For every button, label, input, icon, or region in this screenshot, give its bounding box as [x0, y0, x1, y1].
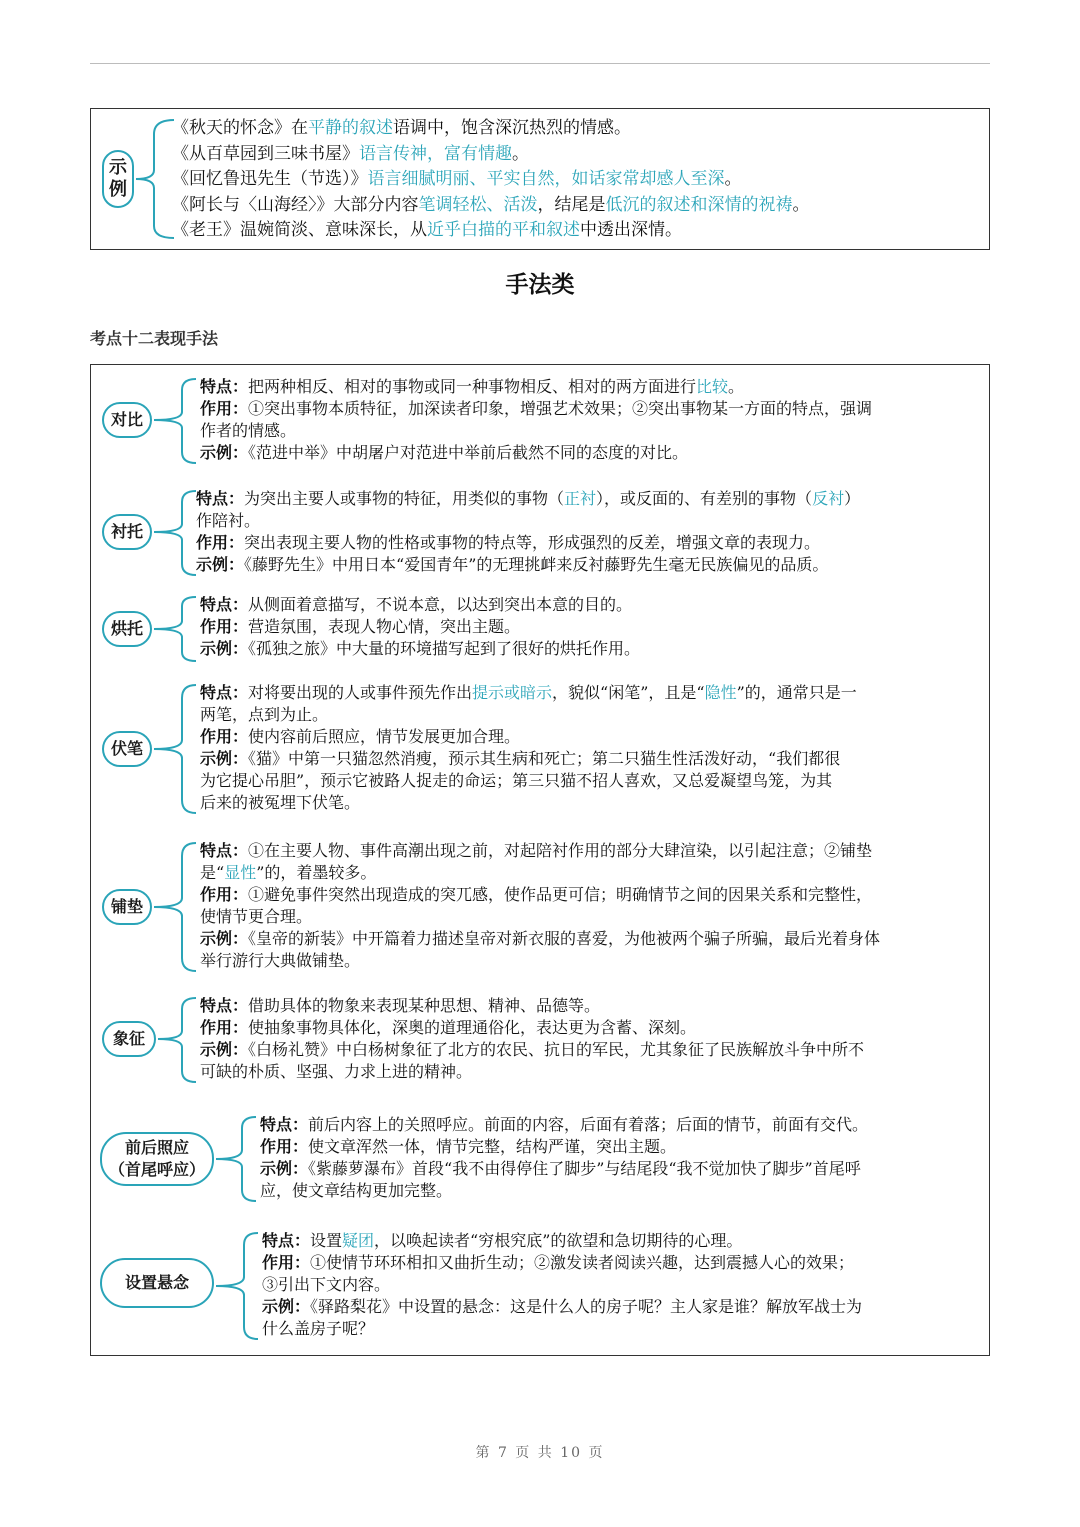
technique-label-foreshadow: 伏笔 — [102, 731, 152, 767]
technique-brace — [214, 1114, 258, 1204]
body-text: ，以唤起读者“穷根究底”的欲望和急切期待的心理。 — [374, 1231, 743, 1250]
highlight-text: 反衬 — [812, 489, 845, 508]
technique-text-contrast — [200, 376, 872, 464]
text-line — [196, 488, 860, 510]
text-line — [200, 420, 872, 442]
body-text: ”的，着墨较多。 — [256, 863, 377, 882]
technique-label-setoff: 烘托 — [102, 611, 152, 647]
text-line — [196, 532, 860, 554]
field-label: 作用： — [200, 885, 249, 904]
body-text: 前后内容上的关照呼应。前面的内容，后面有着落；后面的情节，前面有交代。 — [308, 1115, 869, 1134]
body-text: 突出表现主要人物的性格或事物的特点等，形成强烈的反差，增强文章的表现力。 — [244, 533, 821, 552]
body-text: 使内容前后照应，情节发展更加合理。 — [248, 727, 521, 746]
technique-brace — [156, 995, 198, 1085]
technique-text-buildup — [200, 840, 880, 972]
body-text: 《老王》温婉简淡、意味深长，从 — [172, 220, 427, 240]
technique-brace — [214, 1230, 260, 1342]
body-text: 从侧面着意描写，不说本意，以达到突出本意的目的。 — [248, 595, 633, 614]
technique-label-symbol: 象征 — [102, 1021, 156, 1057]
field-label: 作用： — [200, 727, 249, 746]
body-text: 作陪衬。 — [196, 511, 261, 530]
field-label: 特点： — [200, 683, 249, 702]
text-line — [200, 1017, 864, 1039]
body-text: 。 — [724, 169, 742, 189]
example-label: 示 例 — [102, 150, 134, 208]
text-line — [260, 1136, 868, 1158]
text-line — [262, 1252, 862, 1274]
body-text: 中透出深情。 — [580, 220, 682, 240]
technique-label-contrast: 对比 — [102, 402, 152, 438]
highlight-text: 隐性 — [704, 683, 737, 702]
body-text: 把两种相反、相对的事物或同一种事物相反、相对的两方面进行 — [248, 377, 697, 396]
technique-label-echo: 前后照应 （首尾呼应） — [100, 1132, 214, 1186]
technique-label-foil: 衬托 — [102, 514, 152, 550]
text-line — [200, 1061, 864, 1083]
text-line — [196, 510, 860, 532]
body-text: 为它提心吊胆”，预示它被路人捉走的命运；第三只猫不招人喜欢，又总爱凝望鸟笼，为其 — [200, 771, 833, 790]
text-line — [200, 928, 880, 950]
field-label: 作用： — [262, 1253, 311, 1272]
technique-brace — [152, 840, 198, 974]
field-label: 示例： — [200, 749, 249, 768]
field-label: 示例： — [260, 1159, 309, 1178]
text-line — [200, 748, 857, 770]
text-line — [260, 1158, 868, 1180]
top-divider — [90, 63, 990, 64]
body-text: 《阿长与〈山海经〉》大部分内容 — [172, 194, 419, 215]
field-label: 作用： — [196, 533, 245, 552]
text-line — [200, 884, 880, 906]
text-line — [200, 906, 880, 928]
example-text — [172, 116, 810, 244]
body-text: 两笔，点到为止。 — [200, 705, 329, 724]
body-text: 《白杨礼赞》中白杨树象征了北方的农民、抗日的军民，尤其象征了民族解放斗争中所不 — [248, 1040, 865, 1059]
field-label: 特点： — [200, 595, 249, 614]
body-text: 后来的被冤埋下伏笔。 — [200, 793, 361, 812]
example-brace — [134, 116, 174, 242]
body-text: ①在主要人物、事件高潮出现之前，对起陪衬作用的部分大肆渲染，以引起注意；②铺垫 — [248, 841, 873, 860]
body-text: 什么盖房子呢？ — [262, 1319, 375, 1338]
body-text: 作者的情感。 — [200, 421, 297, 440]
text-line — [200, 726, 857, 748]
body-text: 为突出主要人或事物的特征，用类似的事物（ — [244, 489, 565, 508]
text-line — [262, 1318, 862, 1340]
field-label: 作用： — [200, 399, 249, 418]
body-text: 《回忆鲁迅先生（节选）》 — [172, 169, 368, 189]
field-label: 示例： — [200, 1040, 249, 1059]
body-text: ） — [844, 489, 861, 508]
text-line — [172, 218, 810, 244]
highlight-text: 提示或暗示 — [472, 683, 553, 702]
text-line — [172, 116, 810, 142]
field-label: 作用： — [200, 617, 249, 636]
body-text: 。 — [792, 194, 810, 215]
highlight-text: 疑团 — [342, 1231, 375, 1250]
text-line — [200, 616, 640, 638]
body-text: 对将要出现的人或事件预先作出 — [248, 683, 473, 702]
highlight-text: 近乎白描的平和叙述 — [427, 220, 580, 240]
highlight-text: 比较 — [696, 377, 729, 396]
highlight-text: 笔调轻松、活泼 — [418, 194, 538, 215]
body-text: 营造氛围，表现人物心情，突出主题。 — [248, 617, 521, 636]
text-line — [200, 995, 864, 1017]
text-line — [200, 950, 880, 972]
body-text: 《藤野先生》中用日本“爱国青年”的无理挑衅来反衬藤野先生毫无民族偏见的品质。 — [244, 555, 829, 574]
field-label: 作用： — [200, 1018, 249, 1037]
highlight-text: 语言传神，富有情趣 — [359, 143, 512, 164]
body-text: 《紫藤萝瀑布》首段“我不由得停住了脚步”与结尾段“我不觉加快了脚步”首尾呼 — [308, 1159, 861, 1178]
subsection-title: 考点十二表现手法 — [90, 329, 219, 348]
highlight-text: 语言细腻明丽、平实自然，如话家常却感人至深 — [367, 169, 725, 189]
field-label: 示例： — [200, 929, 249, 948]
technique-label-buildup: 铺垫 — [102, 889, 152, 925]
field-label: 特点： — [200, 841, 249, 860]
body-text: 举行游行大典做铺垫。 — [200, 951, 361, 970]
text-line — [260, 1114, 868, 1136]
body-text: 设置 — [310, 1231, 343, 1250]
body-text: 《秋天的怀念》在 — [172, 118, 308, 138]
body-text: 《从百草园到三味书屋》 — [172, 143, 359, 164]
field-label: 示例： — [200, 639, 249, 658]
text-line — [260, 1180, 868, 1202]
body-text: 。 — [728, 377, 745, 396]
text-line — [200, 792, 857, 814]
field-label: 示例： — [200, 443, 249, 462]
text-line — [200, 840, 880, 862]
body-text: 《孤独之旅》中大量的环境描写起到了很好的烘托作用。 — [248, 639, 641, 658]
body-text: 《驿路梨花》中设置的悬念：这是什么人的房子呢？主人家是谁？解放军战士为 — [310, 1297, 863, 1316]
body-text: 使文章浑然一体，情节完整，结构严谨，突出主题。 — [308, 1137, 677, 1156]
text-line — [200, 862, 880, 884]
body-text: ①避免事件突然出现造成的突兀感，使作品更可信；明确情节之间的因果关系和完整性， — [248, 885, 873, 904]
body-text: ①使情节环环相扣又曲折生动；②激发读者阅读兴趣，达到震撼人心的效果； — [310, 1253, 855, 1272]
body-text: 可缺的朴质、坚强、力求上进的精神。 — [200, 1062, 473, 1081]
text-line — [262, 1274, 862, 1296]
technique-text-setoff — [200, 594, 640, 660]
text-line — [200, 682, 857, 704]
section-title: 手法类 — [505, 272, 575, 298]
field-label: 作用： — [260, 1137, 309, 1156]
body-text: 。 — [512, 143, 529, 164]
text-line — [200, 442, 872, 464]
body-text: 语调中，饱含深沉热烈的情感。 — [393, 118, 631, 138]
page-footer: 第 7 页 共 10 页 — [475, 1445, 605, 1461]
field-label: 示例： — [196, 555, 245, 574]
field-label: 特点： — [200, 996, 249, 1015]
field-label: 示例： — [262, 1297, 311, 1316]
highlight-text: 低沉的叙述和深情的祝祷 — [605, 194, 793, 215]
text-line — [200, 704, 857, 726]
text-line — [172, 167, 810, 193]
text-line — [172, 193, 810, 219]
technique-brace — [152, 682, 198, 816]
text-line — [200, 594, 640, 616]
body-text: 使抽象事物具体化，深奥的道理通俗化，表达更为含蓄、深刻。 — [248, 1018, 697, 1037]
text-line — [262, 1230, 862, 1252]
text-line — [196, 554, 860, 576]
highlight-text: 正衬 — [564, 489, 597, 508]
technique-text-foil — [196, 488, 860, 576]
highlight-text: 显性 — [224, 863, 257, 882]
field-label: 特点： — [200, 377, 249, 396]
text-line — [172, 142, 810, 168]
body-text: ①突出事物本质特征，加深读者印象，增强艺术效果；②突出事物某一方面的特点，强调 — [248, 399, 873, 418]
technique-brace — [152, 488, 198, 578]
text-line — [200, 376, 872, 398]
text-line — [200, 1039, 864, 1061]
body-text: 《范进中举》中胡屠户对范进中举前后截然不同的态度的对比。 — [248, 443, 689, 462]
field-label: 特点： — [196, 489, 245, 508]
body-text: ”的，通常只是一 — [736, 683, 857, 702]
field-label: 特点： — [260, 1115, 309, 1134]
body-text: ），或反面的、有差别的事物（ — [596, 489, 813, 508]
body-text: ，貌似“闲笔”，且是“ — [552, 683, 705, 702]
text-line — [262, 1296, 862, 1318]
technique-text-symbol — [200, 995, 864, 1083]
text-line — [200, 398, 872, 420]
highlight-text: 平静的叙述 — [308, 118, 393, 138]
body-text: 借助具体的物象来表现某种思想、精神、品德等。 — [248, 996, 601, 1015]
body-text: ，结尾是 — [537, 194, 606, 215]
technique-text-suspense — [262, 1230, 862, 1340]
body-text: ③引出下文内容。 — [262, 1275, 391, 1294]
text-line — [200, 770, 857, 792]
technique-text-foreshadow — [200, 682, 857, 814]
technique-label-suspense: 设置悬念 — [100, 1258, 214, 1308]
body-text: 《皇帝的新装》中开篇着力描述皇帝对新衣服的喜爱，为他被两个骗子所骗，最后光着身体 — [248, 929, 881, 948]
body-text: 是“ — [200, 863, 225, 882]
field-label: 特点： — [262, 1231, 311, 1250]
body-text: 应，使文章结构更加完整。 — [260, 1181, 453, 1200]
body-text: 《猫》中第一只猫忽然消瘦，预示其生病和死亡；第二只猫生性活泼好动，“我们都很 — [248, 749, 841, 768]
body-text: 使情节更合理。 — [200, 907, 313, 926]
text-line — [200, 638, 640, 660]
technique-text-echo — [260, 1114, 868, 1202]
technique-brace — [152, 594, 198, 664]
technique-brace — [152, 376, 198, 466]
